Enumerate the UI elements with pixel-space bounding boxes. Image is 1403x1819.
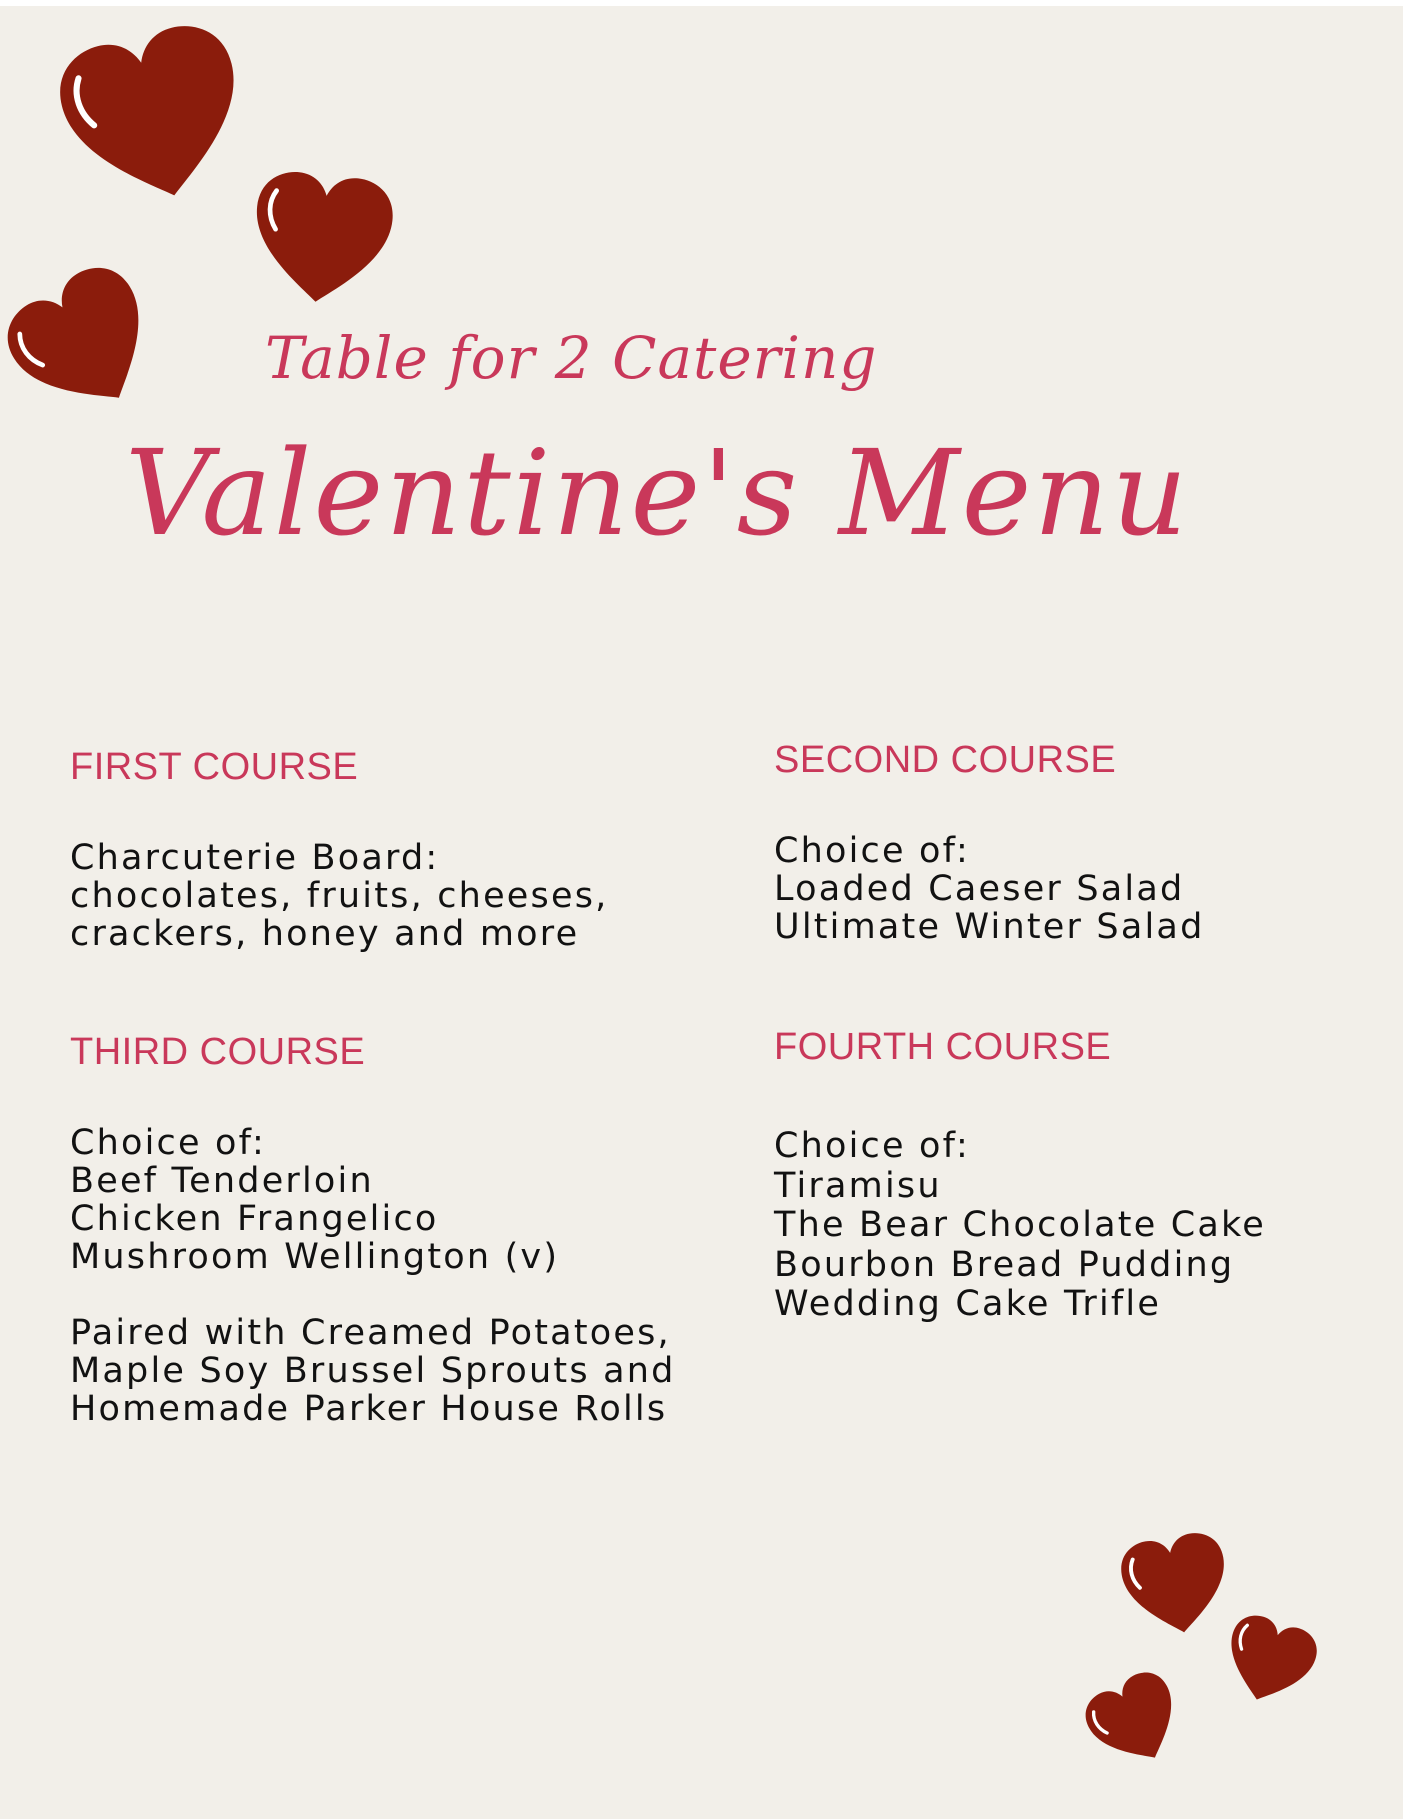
course-heading: FOURTH COURSE: [774, 1026, 1112, 1068]
page-title: Valentine's Menu: [125, 424, 1190, 562]
brand-name: Table for 2 Catering: [265, 324, 878, 392]
course-note: Homemade Parker House Rolls: [70, 1389, 668, 1429]
heart-icon: [60, 30, 250, 206]
course-item: Choice of:: [774, 831, 970, 871]
heart-icon: [1222, 1618, 1316, 1706]
course-item: Chicken Frangelico: [70, 1199, 439, 1239]
course-item: crackers, honey and more: [70, 914, 580, 954]
course-item: Beef Tenderloin: [70, 1161, 374, 1201]
course-item: Choice of:: [774, 1126, 970, 1166]
course-item: The Bear Chocolate Cake: [774, 1205, 1267, 1245]
course-note: Paired with Creamed Potatoes,: [70, 1313, 671, 1353]
course-items: [70, 1124, 676, 1428]
course-items: [774, 832, 1204, 946]
course-item: chocolates, fruits, cheeses,: [70, 876, 609, 916]
course-heading: SECOND COURSE: [774, 739, 1117, 781]
course-note: Maple Soy Brussel Sprouts and: [70, 1351, 676, 1391]
course-second: [774, 739, 1204, 946]
course-item: Choice of:: [70, 1123, 266, 1163]
course-heading: THIRD COURSE: [70, 1031, 366, 1073]
spacer: [70, 1276, 676, 1314]
course-heading: FIRST COURSE: [70, 746, 359, 788]
heart-icon: [12, 270, 160, 420]
course-fourth: [774, 1026, 1266, 1325]
menu-page: [0, 6, 1403, 1819]
course-item: Bourbon Bread Pudding: [774, 1244, 1235, 1285]
course-third: [70, 1031, 676, 1428]
course-first: [70, 746, 608, 953]
course-item: Ultimate Winter Salad: [774, 907, 1205, 947]
course-item: Charcuterie Board:: [70, 838, 440, 878]
course-item: Tiramisu: [774, 1165, 942, 1206]
course-items: [70, 839, 608, 953]
course-item: Wedding Cake Trifle: [774, 1284, 1162, 1324]
course-item: Mushroom Wellington (v): [70, 1237, 560, 1277]
heart-icon: [1120, 1534, 1232, 1638]
heart-icon: [243, 172, 401, 308]
course-items: [774, 1127, 1266, 1325]
heart-icon: [1088, 1674, 1184, 1770]
course-item: Loaded Caeser Salad: [774, 869, 1185, 909]
